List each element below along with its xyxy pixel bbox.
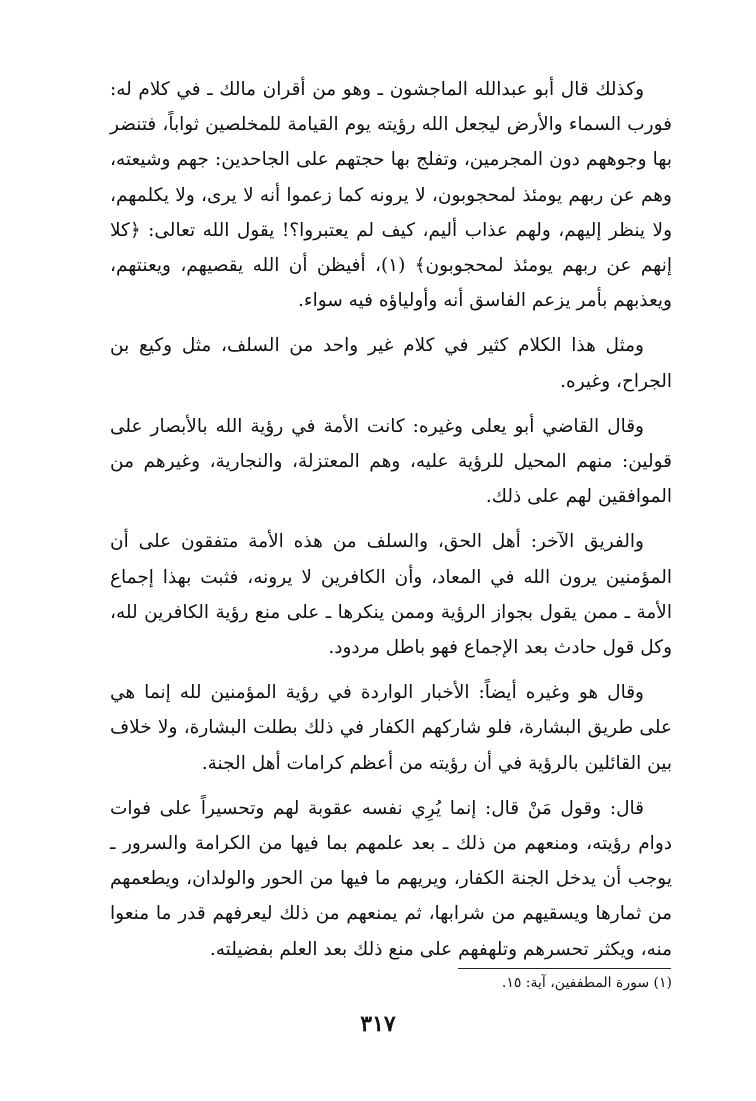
paragraph-4: والفريق الآخر: أهل الحق، والسلف من هذه الأمة متفقون على أن المؤمنين يرون الله في المعاد، وأن الكافرين لا يرونه، فثبت بهذا إجماع الأمة ـ ممن يقول بجواز الرؤية وممن ينكرها ـ على منع رؤية الكافرين لله، وكل قول حادث بعد الإجماع فهو باطل مردود. — [110, 531, 672, 659]
paragraph-2: ومثل هذا الكلام كثير في كلام غير واحد من السلف، مثل وكيع بن الجراح، وغيره. — [110, 335, 672, 392]
paragraph-1: وكذلك قال أبو عبدالله الماجشون ـ وهو من أقران مالك ـ في كلام له: فورب السماء والأرض ليجعل الله رؤيته يوم القيامة للمخلصين ثواباً، فتنضر بها وجوههم دون المجرمين، وتفلج بها حجتهم على الجاحدين: جهم وشيعته، وهم عن ربهم يومئذ لمحجوبون، لا يرونه كما زعموا أنه لا يرى، ولا يكلمهم، ولا ينظر إليهم، ولهم عذاب أليم، كيف لم يعتبروا؟! يقول الله تعالى: ﴿كلا إنهم عن ربهم يومئذ لمحجوبون﴾ (١)، أفيظن أن الله يقصيهم، ويعنتهم، ويعذبهم بأمر يزعم الفاسق أنه وأولياؤه فيه سواء. — [110, 79, 672, 312]
main-text — [110, 72, 672, 977]
paragraph-3: وقال القاضي أبو يعلى وغيره: كانت الأمة في رؤية الله بالأبصار على قولين: منهم المحيل للرؤية عليه، وهم المعتزلة، والنجارية، وغيرهم من الموافقين لهم على ذلك. — [110, 415, 672, 508]
page-number: ٣١٧ — [360, 1011, 396, 1037]
paragraph-5: وقال هو وغيره أيضاً: الأخبار الواردة في رؤية المؤمنين لله إنما هي على طريق البشارة، فلو شاركهم الكفار في ذلك بطلت البشارة، ولا خلاف بين القائلين بالرؤية في أن رؤيته من أعظم كرامات أهل الجنة. — [110, 682, 672, 774]
footnote: (١) سورة المطففين، آية: ١٥. — [501, 975, 672, 991]
paragraph-6: قال: وقول مَنْ قال: إنما يُرِي نفسه عقوبة لهم وتحسيراً على فوات دوام رؤيته، ومنعهم من ذلك ـ بعد علمهم بما فيها من الكرامة والسرور ـ يوجب أن يدخل الجنة الكفار، ويريهم ما فيها من الحور والولدان، ويطعمهم من ثمارها ويسقيهم من شرابها، ثم يمنعهم من ذلك ليعرفهم قدر ما منعوا منه، ويكثر تحسرهم وتلهفهم على منع ذلك بعد العلم بفضيلته. — [110, 797, 672, 960]
footnote-divider — [458, 968, 671, 969]
